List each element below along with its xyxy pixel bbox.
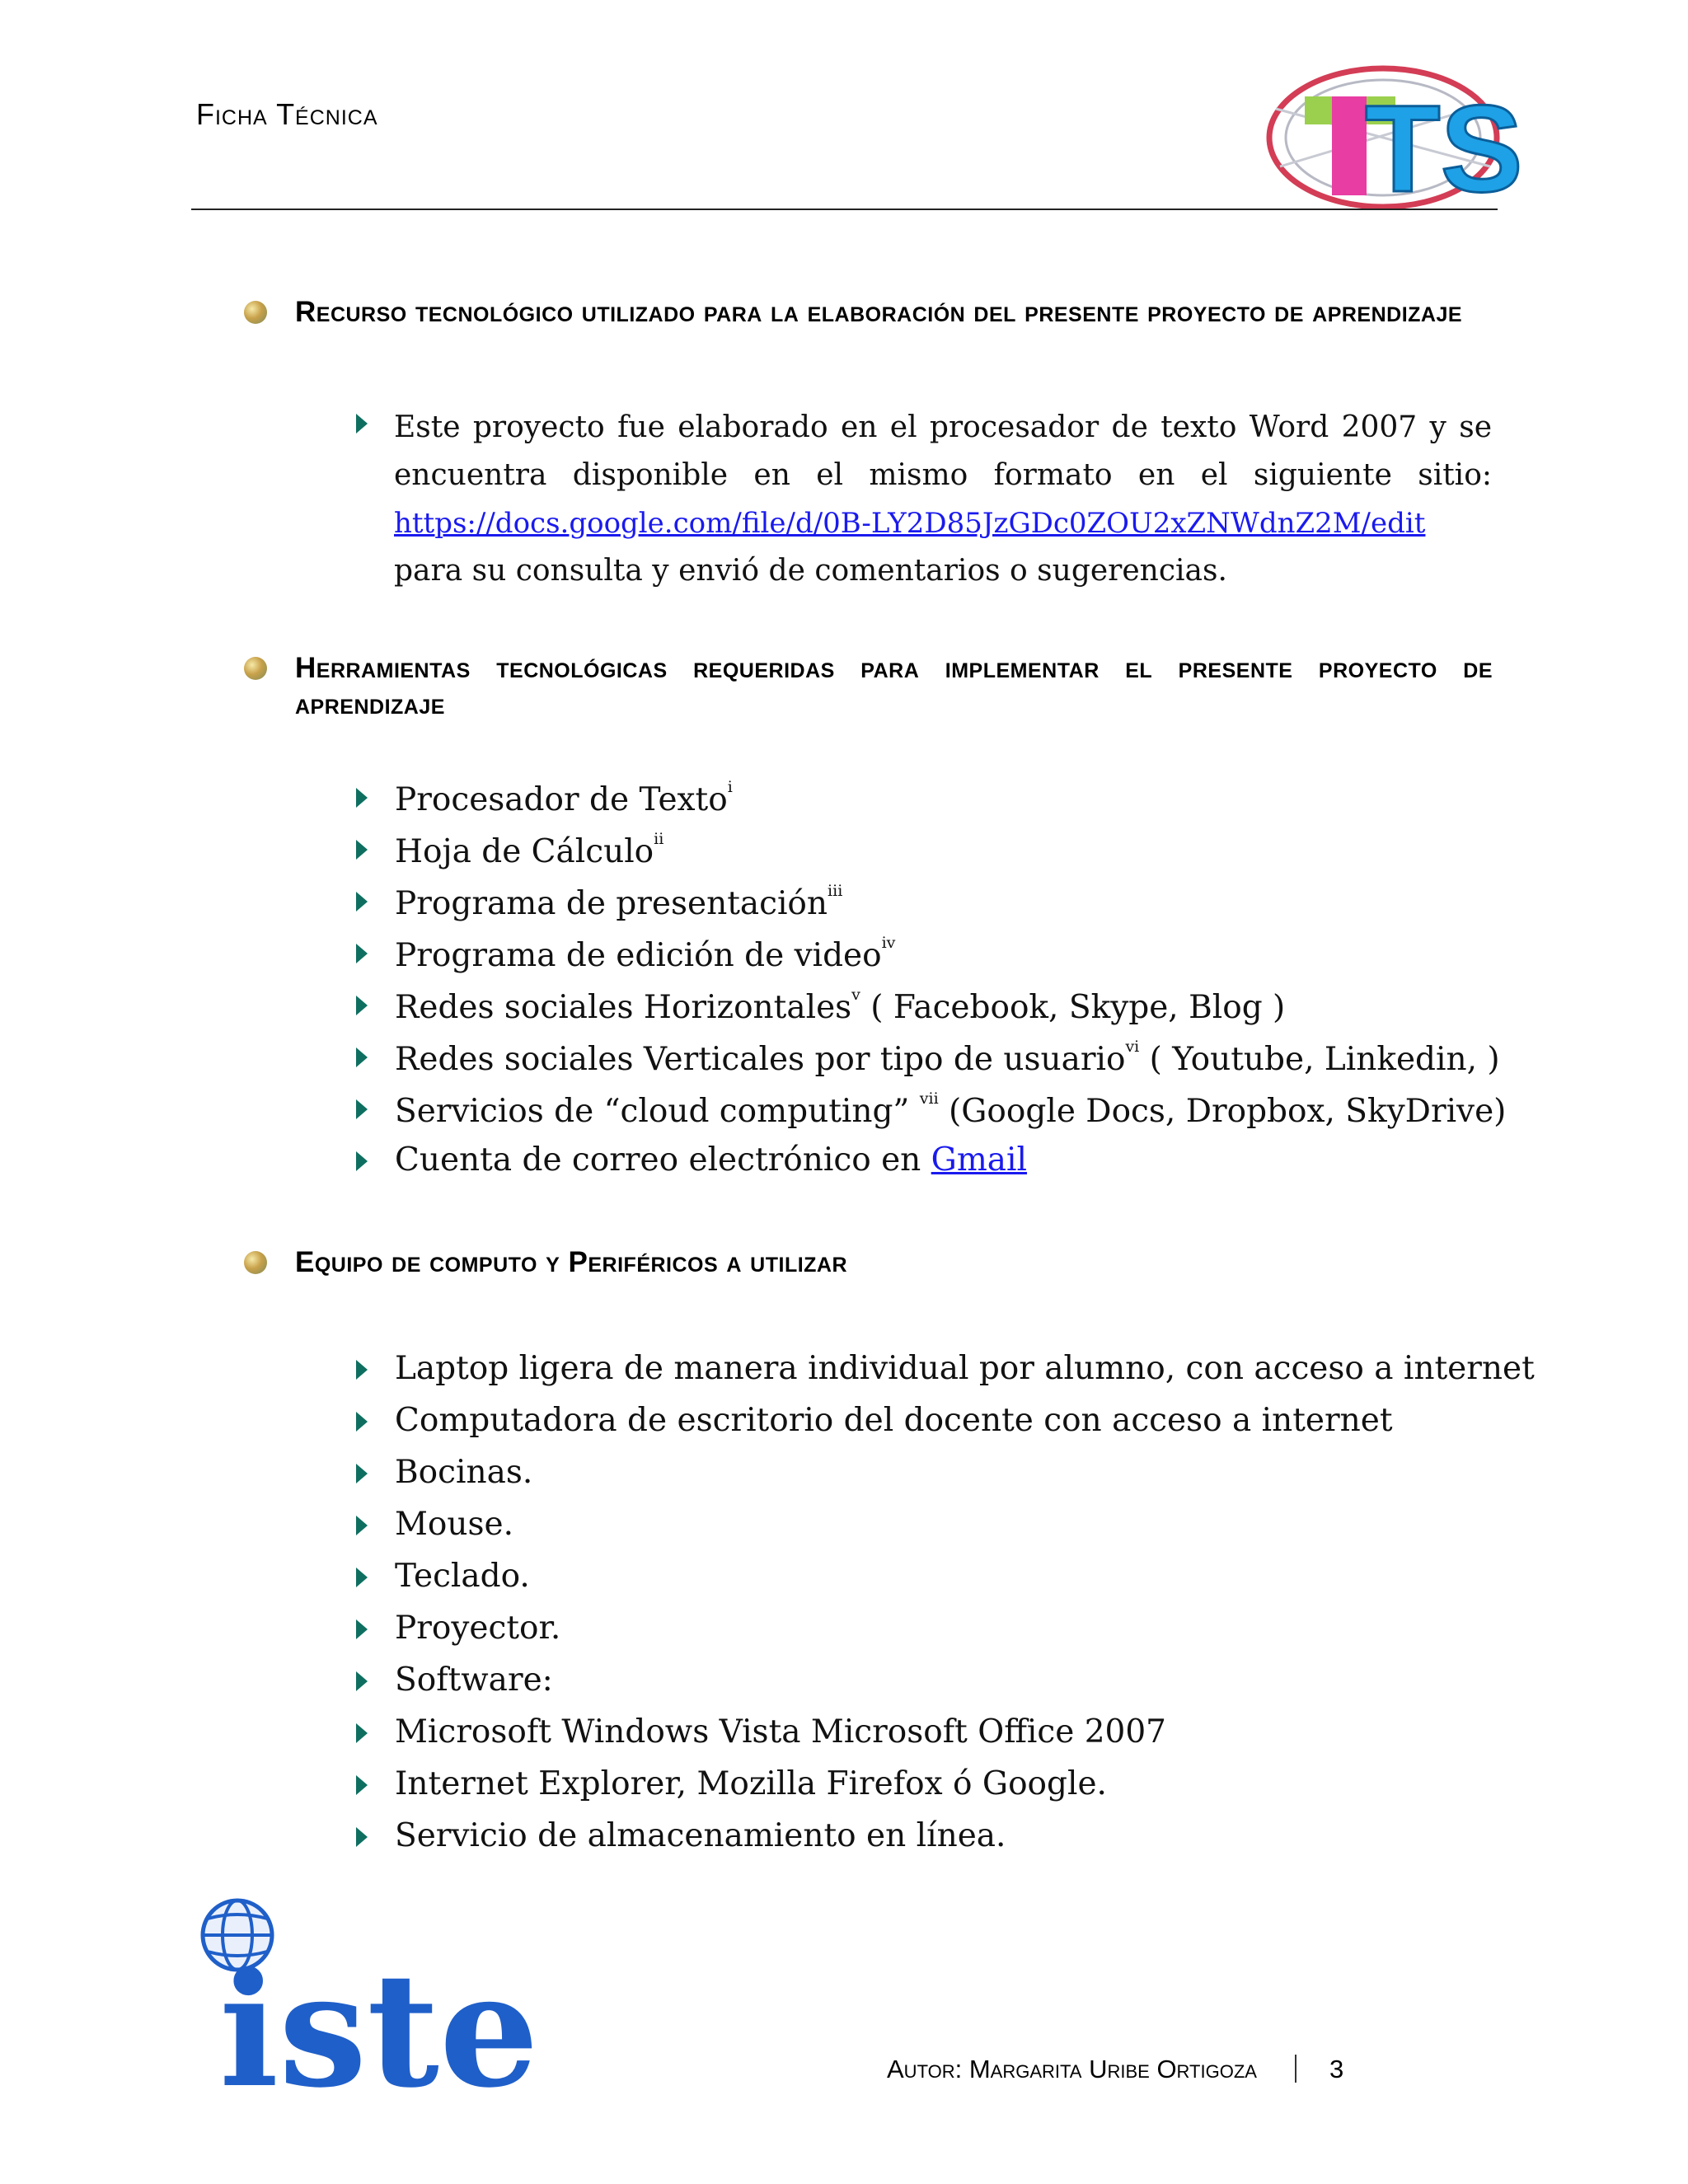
list-item-examples: ( Facebook, Skype, Blog ) (860, 989, 1286, 1026)
list-item-text: Mouse. (395, 1506, 514, 1543)
list-item-text: Redes sociales Horizontales (395, 989, 852, 1026)
list-item-text-wrap (395, 1558, 530, 1595)
section-heading-herramientas (244, 650, 1493, 723)
gmail-link[interactable]: Gmail (931, 1141, 1028, 1179)
arrow-bullet-icon (356, 996, 368, 1015)
arrow-bullet-icon (356, 1412, 368, 1432)
section-heading-text: Recurso tecnológico utilizado para la elaboración del presente proyecto de aprendizaje (295, 296, 1463, 328)
footnote-marker: iii (828, 882, 843, 900)
list-item-text-wrap (395, 986, 1285, 1026)
arrow-bullet-icon (356, 1827, 368, 1847)
list-item-text: Redes sociales Verticales por tipo de usuario (395, 1041, 1126, 1078)
list-item-text-wrap (395, 882, 842, 922)
paragraph-text-after: para su consulta y envió de comentarios o sugerencias. (394, 554, 1227, 588)
arrow-bullet-icon (356, 840, 368, 860)
header-divider (191, 209, 1498, 210)
list-item-text-wrap (395, 1506, 513, 1543)
list-item-text: Software: (395, 1661, 553, 1699)
list-item-text: Programa de presentación (395, 885, 828, 922)
footnote-marker: i (727, 778, 733, 796)
page-header-title: Ficha Técnica (196, 97, 378, 131)
list-item-text: Cuenta de correo electrónico en (395, 1141, 931, 1179)
list-item-text: Servicio de almacenamiento en línea. (395, 1817, 1006, 1854)
page-footer (887, 2055, 1343, 2084)
arrow-bullet-icon (356, 1516, 368, 1535)
list-item-text: Programa de edición de video (395, 937, 882, 974)
page-number: 3 (1329, 2055, 1344, 2083)
round-bullet-icon (244, 657, 267, 680)
footnote-marker: iv (881, 934, 896, 952)
list-item-text: Internet Explorer, Mozilla Firefox ó Google. (395, 1765, 1107, 1802)
round-bullet-icon (244, 1251, 267, 1274)
list-item-text-wrap (395, 830, 663, 870)
arrow-bullet-icon (356, 1671, 368, 1691)
arrow-bullet-icon (356, 1464, 368, 1483)
arrow-bullet-icon (356, 1568, 368, 1587)
list-item-text-wrap (395, 1713, 1166, 1750)
footnote-marker: ii (654, 830, 664, 848)
list-item-text: Computadora de escritorio del docente con acceso a internet (395, 1402, 1393, 1439)
ts-logo (1259, 59, 1523, 218)
footnote-marker: vi (1125, 1038, 1140, 1056)
google-docs-link[interactable]: https://docs.google.com/file/d/0B-LY2D85JzGDc0ZOU2xZNWdnZ2M/edit (394, 507, 1426, 540)
arrow-bullet-icon (356, 788, 368, 808)
list-item-examples: ( Youtube, Linkedin, ) (1139, 1041, 1500, 1078)
list-item-text-wrap (395, 1661, 553, 1699)
list-item-text-wrap (395, 1038, 1500, 1078)
list-item-text-wrap (395, 778, 733, 818)
list-item-text: Teclado. (395, 1558, 530, 1595)
list-item-text: Laptop ligera de manera individual por alumno, con acceso a internet (395, 1350, 1535, 1387)
list-item-text-wrap (395, 1817, 1006, 1854)
arrow-bullet-icon (356, 944, 368, 963)
ts-logo-text: TS (1365, 79, 1523, 218)
paragraph-text-before: Este proyecto fue elaborado en el procesador de texto Word 2007 y se encuentra disponible en el mismo formato en el siguiente sitio: (394, 410, 1492, 492)
arrow-bullet-icon (356, 1099, 368, 1119)
list-item-text: Proyector. (395, 1610, 561, 1647)
arrow-bullet-icon (356, 414, 368, 434)
section-heading-text: Equipo de computo y Periféricos a utilizar (295, 1246, 848, 1278)
list-item-text-wrap (395, 1090, 1506, 1130)
arrow-bullet-icon (356, 1775, 368, 1795)
footer-separator (1295, 2055, 1296, 2083)
list-item-text: Bocinas. (395, 1454, 533, 1491)
iste-logo (198, 1896, 544, 2122)
list-item-text: Microsoft Windows Vista Microsoft Office 2007 (395, 1713, 1166, 1750)
list-item-text: Hoja de Cálculo (395, 833, 654, 870)
section-heading-recurso (244, 294, 1493, 330)
round-bullet-icon (244, 301, 267, 324)
list-item-text-wrap (395, 1610, 560, 1647)
arrow-bullet-icon (356, 1360, 368, 1380)
arrow-bullet-icon (356, 1047, 368, 1067)
list-item-text-wrap (395, 1454, 532, 1491)
arrow-bullet-icon (356, 892, 368, 912)
footnote-marker: vii (919, 1090, 939, 1108)
list-item-text-wrap (395, 1402, 1393, 1439)
section-heading-text: Herramientas tecnológicas requeridas para implementar el presente proyecto de aprendizaje (295, 652, 1493, 720)
list-item-text: Servicios de “cloud computing” (395, 1093, 920, 1130)
arrow-bullet-icon (356, 1619, 368, 1639)
footnote-marker: v (851, 986, 860, 1004)
footer-author: Autor: Margarita Uribe Ortigoza (887, 2055, 1257, 2083)
list-item-text-wrap (395, 934, 895, 974)
list-item-text-wrap (395, 1141, 1027, 1179)
arrow-bullet-icon (356, 1723, 368, 1743)
list-item-text: Procesador de Texto (395, 781, 728, 818)
recurso-paragraph (394, 404, 1492, 595)
arrow-bullet-icon (356, 1151, 368, 1171)
iste-logo-text: iste (219, 1938, 539, 2122)
section-heading-equipo (244, 1244, 1493, 1281)
list-item-text-wrap (395, 1350, 1535, 1387)
list-item-text-wrap (395, 1765, 1107, 1802)
list-item-examples: (Google Docs, Dropbox, SkyDrive) (938, 1093, 1507, 1130)
